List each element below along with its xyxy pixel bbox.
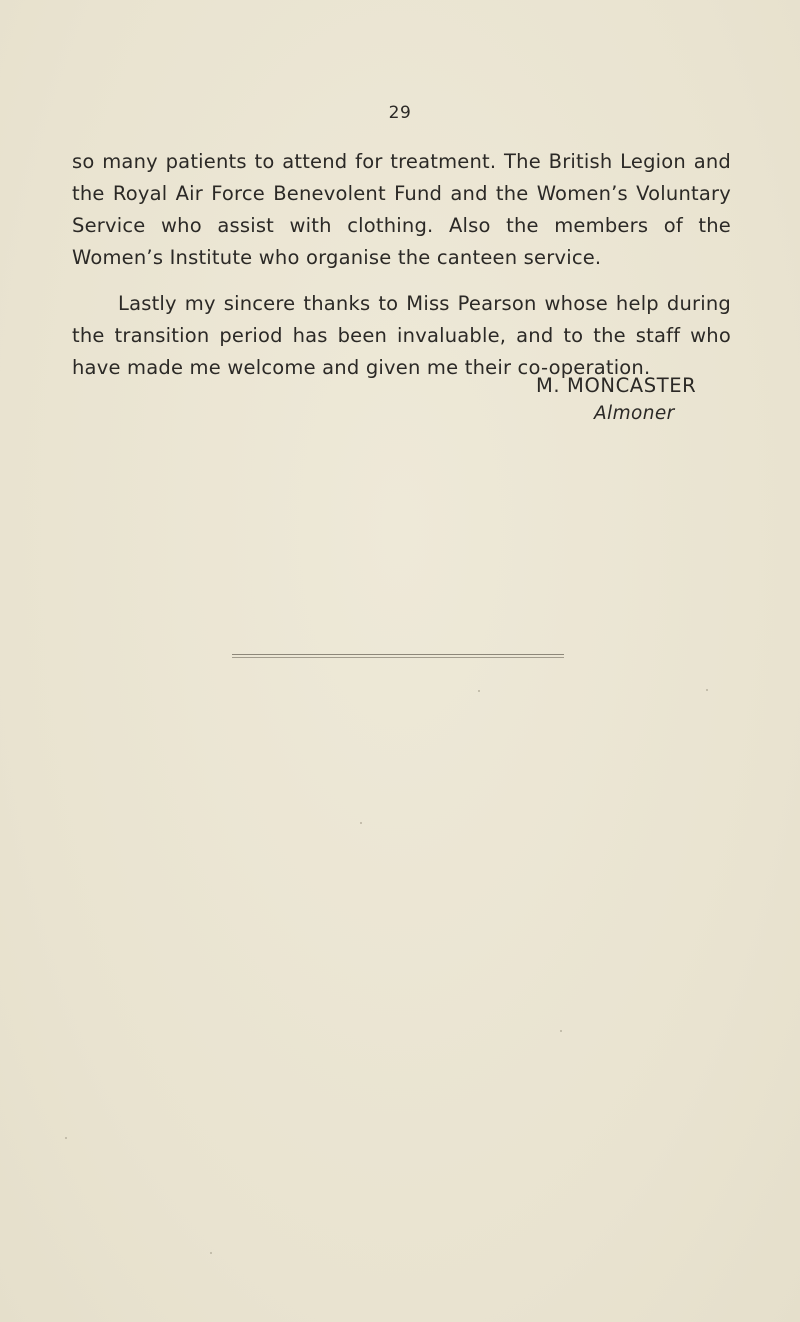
paper-speck <box>210 1252 212 1254</box>
paper-speck <box>65 1137 67 1139</box>
signature-name: M. MONCASTER <box>536 374 697 397</box>
page-number: 29 <box>388 103 412 123</box>
paper-speck <box>706 689 708 691</box>
paper-speck <box>360 822 362 824</box>
paragraph-continuation: so many patients to attend for treatment. The British Legion and the Royal Air Force Benevolent Fund and the Women’s Voluntary Service who assist with clothing. Also the members of the Women’s Institute who organise the canteen service. <box>72 150 731 269</box>
horizontal-rule-lower <box>232 657 564 658</box>
signature-title: Almoner <box>594 403 675 424</box>
horizontal-rule <box>232 654 564 655</box>
paragraph-thanks: Lastly my sincere thanks to Miss Pearson whose help during the transition period has been invaluable, and to the staff who have made me welcome and given me their co-operation. <box>72 292 731 379</box>
paper-speck <box>560 1030 562 1032</box>
paper-speck <box>478 690 480 692</box>
